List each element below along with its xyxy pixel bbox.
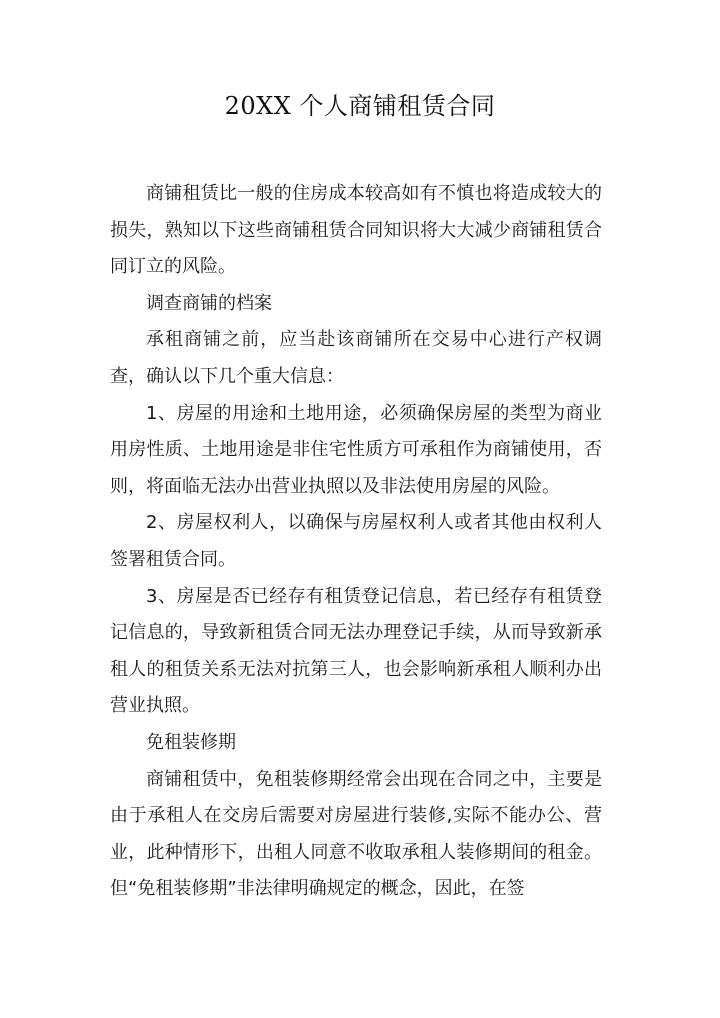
list-item-2: 2、房屋权利人，以确保与房屋权利人或者其他由权利人签署租赁合同。 xyxy=(110,512,602,570)
list-item-3: 3、房屋是否已经存有租赁登记信息，若已经存有租赁登记信息的，导致新租赁合同无法办理登记手续，从而导致新承租人的租赁关系无法对抗第三人，也会影响新承租人顺利办出营业执照。 xyxy=(110,585,602,717)
list-item-1: 1、房屋的用途和土地用途，必须确保房屋的类型为商业用房性质、土地用途是非住宅性质方可承租作为商铺使用，否则，将面临无法办出营业执照以及非法使用房屋的风险。 xyxy=(110,402,602,497)
document-title: 20XX 个人商铺租赁合同 xyxy=(224,92,496,120)
section-heading-rent-free: 免租装修期 xyxy=(146,731,236,753)
intro-paragraph: 商铺租赁比一般的住房成本较高如有不慎也将造成较大的损失，熟知以下这些商铺租赁合同知识将大大减少商铺租赁合同订立的风险。 xyxy=(110,183,602,278)
section-heading-survey: 调查商铺的档案 xyxy=(146,292,272,314)
document-body xyxy=(110,176,602,908)
survey-paragraph: 承租商铺之前，应当赴该商铺所在交易中心进行产权调查，确认以下几个重大信息： xyxy=(110,329,602,387)
rent-free-paragraph: 商铺租赁中，免租装修期经常会出现在合同之中，主要是由于承租人在交房后需要对房屋进行装修,实际不能办公、营业，此种情形下，出租人同意不收取承租人装修期间的租金。但“免租装修期”非法律明确规定的概念，因此，在签 xyxy=(110,768,602,900)
